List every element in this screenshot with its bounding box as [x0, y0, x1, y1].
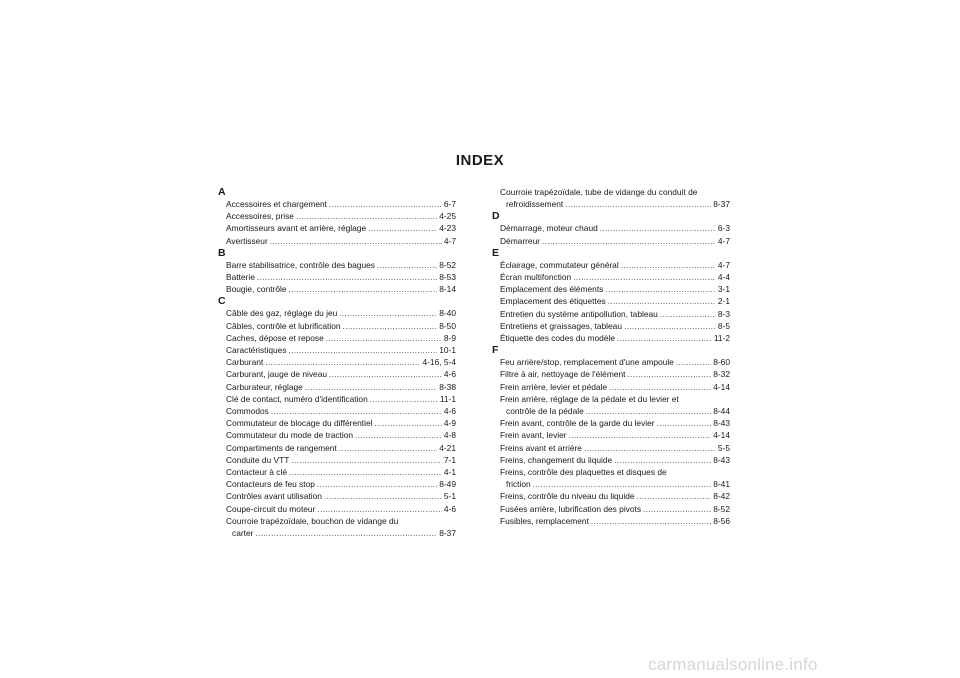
index-entry-text: Bougie, contrôle — [226, 284, 287, 295]
index-entry — [492, 356, 730, 368]
index-entry-text: Câble des gaz, réglage du jeu — [226, 308, 338, 319]
index-entry-page: 4-7 — [717, 235, 730, 246]
dot-leader — [296, 210, 437, 222]
dot-leader — [614, 454, 711, 466]
index-entry — [218, 259, 456, 271]
index-entry-text: Entretiens et graissages, tableau — [500, 320, 622, 331]
index-column-right — [492, 186, 730, 527]
index-entry-page: 4-9 — [443, 418, 456, 429]
index-entry-page: 8-52 — [439, 259, 456, 270]
index-entry — [218, 417, 456, 429]
index-entry-line: Courroie trapézoïdale, tube de vidange du conduit de — [500, 187, 698, 197]
index-entry-page: 8-40 — [439, 308, 456, 319]
dot-leader — [621, 259, 716, 271]
index-entry-page: 10-1 — [439, 345, 456, 356]
dot-leader — [533, 478, 712, 490]
index-entry-text: Frein avant, levier — [500, 430, 567, 441]
dot-leader — [624, 320, 716, 332]
index-entry-page: 8-14 — [439, 284, 456, 295]
dot-leader — [355, 429, 442, 441]
index-entry-page: 2-1 — [717, 296, 730, 307]
dot-leader — [676, 356, 711, 368]
index-entry-page: 4-1 — [443, 467, 456, 478]
index-entry — [492, 490, 730, 502]
dot-leader — [291, 454, 442, 466]
index-entry-line: Frein arrière, réglage de la pédale et du levier et — [500, 393, 679, 404]
index-entry-text: Caractéristiques — [226, 345, 287, 356]
dot-leader — [343, 320, 438, 332]
index-entry-page: 4-8 — [443, 430, 456, 441]
index-entry — [492, 332, 730, 344]
index-entry-text: Commutateur de blocage du différentiel — [226, 418, 373, 429]
index-entry — [492, 295, 730, 307]
index-entry-page: 4-6 — [443, 369, 456, 380]
index-entry-text: Câbles, contrôle et lubrification — [226, 320, 341, 331]
index-entry — [218, 393, 456, 405]
index-entry-page: 8-3 — [717, 308, 730, 319]
index-entry-page: 4-14 — [713, 381, 730, 392]
index-entry-page: 8-53 — [439, 272, 456, 283]
index-entry-text: Accessoires et chargement — [226, 199, 328, 209]
index-entry — [218, 198, 456, 210]
dot-leader — [657, 417, 712, 429]
dot-leader — [255, 527, 437, 539]
dot-leader — [627, 368, 711, 380]
index-section-letter: E — [492, 246, 500, 259]
index-entry-page: 8-50 — [439, 320, 456, 331]
index-entry-text: Démarrage, moteur chaud — [500, 223, 598, 234]
index-entry — [218, 503, 456, 515]
index-entry — [218, 344, 456, 356]
dot-leader — [329, 198, 442, 210]
index-entry — [492, 515, 730, 527]
index-entry — [492, 429, 730, 441]
index-entry — [218, 490, 456, 502]
index-entry-text: Avertisseur — [226, 235, 268, 246]
dot-leader — [609, 381, 711, 393]
index-entry — [218, 405, 456, 417]
index-entry-text: Carburant, jauge de niveau — [226, 369, 328, 380]
index-entry-text: refroidissement — [506, 199, 564, 210]
page-title: INDEX — [455, 152, 505, 169]
index-entry-text: Amortisseurs avant et arrière, réglage — [226, 223, 367, 234]
index-entry-text: Écran multifonction — [500, 272, 572, 283]
index-entry — [492, 405, 730, 417]
dot-leader — [289, 344, 438, 356]
index-entry-text: Caches, dépose et repose — [226, 332, 324, 343]
index-entry-text: Conduite du VTT — [226, 454, 290, 465]
index-entry-page: 6-7 — [443, 199, 456, 209]
index-entry-page: 6-3 — [717, 223, 730, 234]
index-entry-page: 8-38 — [439, 381, 456, 392]
index-entry-page: 11-2 — [713, 333, 730, 344]
index-entry-text: Coupe-circuit du moteur — [226, 503, 316, 514]
index-entry — [492, 259, 730, 271]
index-entry-text: Compartiments de rangement — [226, 442, 337, 453]
index-section-letter: F — [492, 344, 499, 357]
index-entry-page: 4-4 — [717, 272, 730, 283]
index-entry — [492, 478, 730, 490]
dot-leader — [637, 490, 712, 502]
dot-leader — [289, 466, 442, 478]
index-entry-page: 8-37 — [439, 528, 456, 539]
index-entry-page: 7-1 — [443, 454, 456, 465]
index-entry-text: Carburant — [226, 357, 264, 368]
index-entry-text: Filtre à air, nettoyage de l'élément — [500, 369, 626, 380]
index-entry — [492, 320, 730, 332]
dot-leader — [584, 442, 716, 454]
index-entry-text: Fusibles, remplacement — [500, 515, 589, 526]
dot-leader — [324, 490, 442, 502]
dot-leader — [270, 235, 442, 247]
index-entry — [492, 381, 730, 393]
index-entry — [218, 283, 456, 295]
index-entry-page: 4-6 — [443, 503, 456, 514]
dot-leader — [617, 332, 712, 344]
dot-leader — [377, 259, 437, 271]
dot-leader — [608, 295, 716, 307]
index-entry-text: Contacteur à clé — [226, 467, 287, 478]
index-entry-text: Freins, contrôle du niveau du liquide — [500, 491, 635, 502]
dot-leader — [339, 442, 437, 454]
index-entry-page: 5-1 — [443, 491, 456, 502]
dot-leader — [305, 381, 437, 393]
index-entry-page: 11-1 — [439, 393, 456, 404]
index-entry — [218, 356, 456, 368]
index-entry — [218, 454, 456, 466]
index-entry-page: 4-23 — [439, 223, 456, 234]
index-entry — [218, 271, 456, 283]
index-entry-text: Fusées arrière, lubrification des pivots — [500, 503, 642, 514]
dot-leader — [643, 503, 711, 515]
dot-leader — [326, 332, 442, 344]
index-section-letter: B — [218, 246, 226, 259]
dot-leader — [370, 393, 438, 405]
index-entry-text: Clé de contact, numéro d'identification — [226, 393, 368, 404]
dot-leader — [591, 515, 711, 527]
index-entry-page: 8-49 — [439, 479, 456, 490]
index-entry-text: carter — [232, 528, 254, 539]
index-entry-text: friction — [506, 479, 531, 490]
index-entry — [492, 503, 730, 515]
index-entry-text: Frein avant, contrôle de la garde du levier — [500, 418, 655, 429]
index-entry-page: 8-42 — [713, 491, 730, 502]
index-entry-text: Barre stabilisatrice, contrôle des bagues — [226, 259, 375, 270]
index-entry — [218, 442, 456, 454]
index-entry-text: Démarreur — [500, 235, 541, 246]
index-entry-text: Commutateur du mode de traction — [226, 430, 354, 441]
index-entry-page: 8-44 — [713, 406, 730, 417]
index-entry — [218, 478, 456, 490]
index-entry-text: Feu arrière/stop, remplacement d'une ampoule — [500, 357, 674, 368]
index-entry — [218, 210, 456, 222]
index-entry — [218, 320, 456, 332]
index-entry-page: 8-60 — [713, 357, 730, 368]
index-entry — [492, 198, 730, 210]
index-entry-text: Entretien du système antipollution, tableau — [500, 308, 658, 319]
dot-leader — [573, 271, 716, 283]
index-entry — [492, 222, 730, 234]
index-entry-line: Freins, contrôle des plaquettes et disques de — [500, 467, 667, 478]
index-entry-text: Frein arrière, levier et pédale — [500, 381, 608, 392]
index-entry — [492, 271, 730, 283]
dot-leader — [317, 478, 437, 490]
dot-leader — [565, 198, 711, 210]
index-entry-page: 8-43 — [713, 454, 730, 465]
index-entry-text: Freins avant et arrière — [500, 442, 582, 453]
index-entry-text: Contrôles avant utilisation — [226, 491, 322, 502]
index-section-letter: A — [218, 186, 226, 198]
index-entry-text: Contacteurs de feu stop — [226, 479, 315, 490]
index-entry — [218, 222, 456, 234]
index-entry — [492, 442, 730, 454]
index-entry-page: 8-9 — [443, 332, 456, 343]
dot-leader — [605, 283, 716, 295]
index-entry-text: Accessoires, prise — [226, 211, 294, 222]
index-entry-text: Étiquette des codes du modèle — [500, 333, 616, 344]
index-entry-page: 3-1 — [717, 284, 730, 295]
dot-leader — [600, 222, 716, 234]
index-entry-page: 5-5 — [717, 442, 730, 453]
dot-leader — [257, 271, 437, 283]
index-entry-page: 8-43 — [713, 418, 730, 429]
dot-leader — [660, 308, 716, 320]
dot-leader — [375, 417, 442, 429]
index-entry — [218, 332, 456, 344]
index-entry-text: Emplacement des étiquettes — [500, 296, 606, 307]
index-entry-page: 8-52 — [713, 503, 730, 514]
index-entry — [218, 429, 456, 441]
index-entry — [218, 527, 456, 539]
index-entry-page: 8-37 — [713, 199, 730, 210]
index-entry-page: 8-56 — [713, 515, 730, 526]
index-entry-line: Courroie trapézoïdale, bouchon de vidange du — [226, 515, 399, 526]
dot-leader — [317, 503, 442, 515]
index-entry-page: 4-6 — [443, 406, 456, 417]
dot-leader — [329, 368, 442, 380]
dot-leader — [265, 356, 420, 368]
index-entry-text: Carburateur, réglage — [226, 381, 303, 392]
index-entry — [218, 368, 456, 380]
index-entry-page: 8-41 — [713, 479, 730, 490]
index-entry — [492, 368, 730, 380]
index-entry — [492, 417, 730, 429]
index-entry-page: 4-7 — [717, 259, 730, 270]
index-entry-page: 4-16, 5-4 — [422, 357, 456, 368]
index-entry — [492, 308, 730, 320]
index-entry-page: 4-14 — [713, 430, 730, 441]
index-entry-text: Commodos — [226, 406, 269, 417]
index-entry-page: 8-32 — [713, 369, 730, 380]
index-entry-page: 8-5 — [717, 320, 730, 331]
dot-leader — [586, 405, 711, 417]
index-entry — [492, 454, 730, 466]
index-entry — [218, 381, 456, 393]
dot-leader — [368, 222, 437, 234]
index-entry — [492, 283, 730, 295]
dot-leader — [569, 429, 712, 441]
index-column-left — [218, 186, 456, 539]
dot-leader — [339, 307, 437, 319]
index-entry — [492, 235, 730, 247]
index-entry-page: 4-7 — [443, 235, 456, 246]
dot-leader — [271, 405, 442, 417]
index-entry — [218, 307, 456, 319]
index-entry-text: Batterie — [226, 272, 255, 283]
index-entry-text: Emplacement des éléments — [500, 284, 604, 295]
index-entry-text: Éclairage, commutateur général — [500, 259, 619, 270]
index-entry-page: 4-25 — [439, 211, 456, 222]
index-entry-page: 4-21 — [439, 442, 456, 453]
dot-leader — [542, 235, 716, 247]
index-entry-text: Freins, changement du liquide — [500, 454, 613, 465]
index-entry-text: contrôle de la pédale — [506, 406, 584, 417]
index-section-letter: D — [492, 210, 500, 223]
index-section-letter: C — [218, 295, 226, 308]
index-entry — [218, 235, 456, 247]
index-entry — [218, 466, 456, 478]
watermark-text: carmanualsonline.info — [648, 655, 818, 674]
dot-leader — [289, 283, 438, 295]
